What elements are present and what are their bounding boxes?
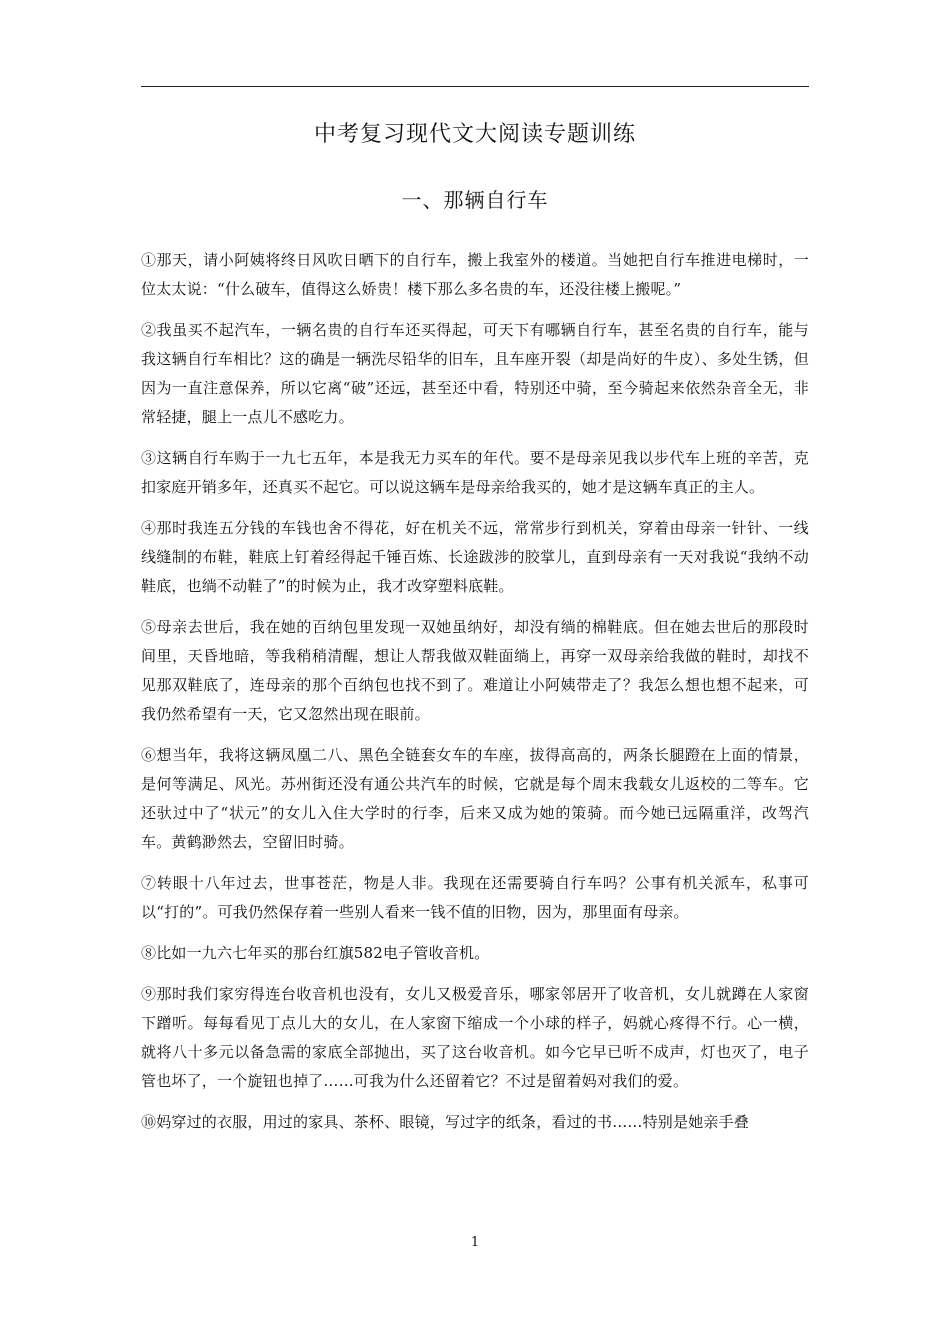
paragraph-9: ⑨那时我们家穷得连台收音机也没有，女儿又极爱音乐，哪家邻居开了收音机，女儿就蹲在人家窗下蹭听。每每看见丁点儿大的女儿，在人家窗下缩成一个小球的样子，妈就心疼得不行。心一横，就将八十多元以备急需的家底全部抛出，买了这台收音机。如今它早已听不成声，灯也灭了，电子管也坏了，一个旋钮也掉了……可我为什么还留着它？不过是留着妈对我们的爱。 xyxy=(141,985,809,1090)
article-body xyxy=(141,246,809,1149)
paragraph-3: ③这辆自行车购于一九七五年，本是我无力买车的年代。要不是母亲见我以步代车上班的辛苦，克扣家庭开销多年，还真买不起它。可以说这辆车是母亲给我买的，她才是这辆车真正的主人。 xyxy=(141,449,809,496)
page-number: 1 xyxy=(470,1235,480,1250)
header-rule xyxy=(141,86,809,87)
paragraph-2: ②我虽买不起汽车，一辆名贵的自行车还买得起，可天下有哪辆自行车，甚至名贵的自行车，能与我这辆自行车相比？这的确是一辆洗尽铅华的旧车，且车座开裂（却是尚好的牛皮）、多处生锈，但因为一直注意保养，所以它离“破”还远，甚至还中看，特别还中骑，至今骑起来依然杂音全无，非常轻捷，腿上一点儿不感吃力。 xyxy=(141,321,809,426)
paragraph-1: ①那天，请小阿姨将终日风吹日晒下的自行车，搬上我室外的楼道。当她把自行车推进电梯时，一位太太说：“什么破车，值得这么娇贵！楼下那么多名贵的车，还没往楼上搬呢。” xyxy=(141,251,809,298)
document-title: 中考复习现代文大阅读专题训练 xyxy=(313,122,636,147)
paragraph-5: ⑤母亲去世后，我在她的百纳包里发现一双她虽纳好，却没有绱的棉鞋底。但在她去世后的那段时间里，天昏地暗，等我稍稍清醒，想让人帮我做双鞋面绱上，再穿一双母亲给我做的鞋时，却找不见那双鞋底了，连母亲的那个百纳包也找不到了。难道让小阿姨带走了？我怎么想也想不起来，可我仍然希望有一天，它又忽然出现在眼前。 xyxy=(141,618,809,723)
paragraph-10: ⑩妈穿过的衣服，用过的家具、茶杯、眼镜，写过字的纸条，看过的书……特别是她亲手叠 xyxy=(141,1113,750,1131)
paragraph-6: ⑥想当年，我将这辆凤凰二八、黑色全链套女车的车座，拔得高高的，两条长腿蹬在上面的情景，是何等满足、风光。苏州街还没有通公共汽车的时候，它就是每个周末我载女儿返校的二等车。它还驮过中了“状元”的女儿入住大学时的行李，后来又成为她的策骑。而今她已远隔重洋，改驾汽车。黄鹤渺然去，空留旧时骑。 xyxy=(141,746,809,851)
section-title: 一、那辆自行车 xyxy=(401,188,549,212)
paragraph-7: ⑦转眼十八年过去，世事苍茫，物是人非。我现在还需要骑自行车吗？公事有机关派车，私事可以“打的”。可我仍然保存着一些别人看来一钱不值的旧物，因为，那里面有母亲。 xyxy=(141,874,809,921)
paragraph-4: ④那时我连五分钱的车钱也舍不得花，好在机关不远，常常步行到机关，穿着由母亲一针针、一线线缝制的布鞋，鞋底上钉着经得起千锤百炼、长途跋涉的胶掌儿，直到母亲有一天对我说“我纳不动鞋底，也绱不动鞋了”的时候为止，我才改穿塑料底鞋。 xyxy=(141,519,809,595)
paragraph-8: ⑧比如一九六七年买的那台红旗582电子管收音机。 xyxy=(141,944,490,962)
